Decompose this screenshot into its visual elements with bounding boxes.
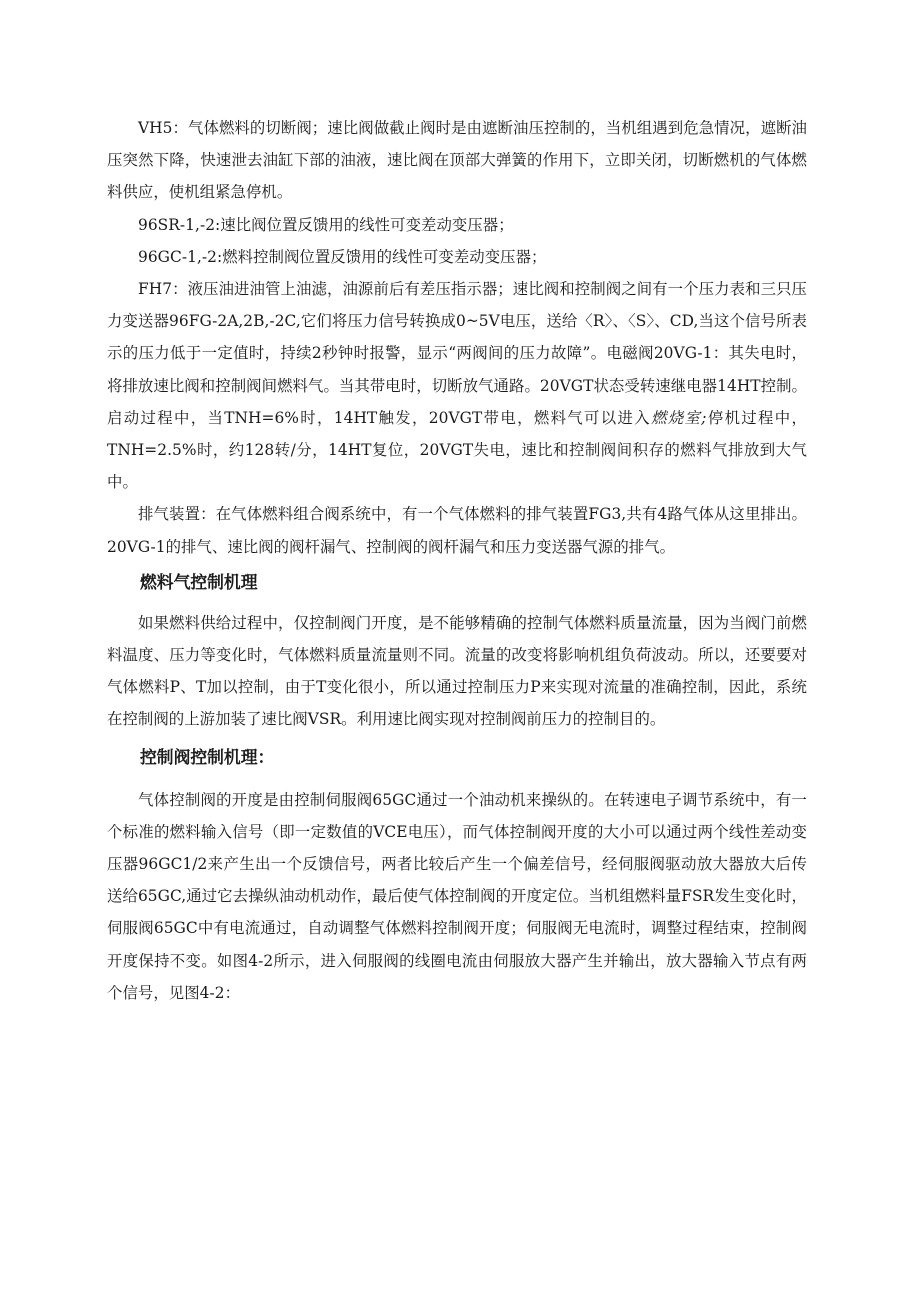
paragraph-fh7 <box>107 273 807 498</box>
paragraph-fuel-gas-control: 如果燃料供给过程中，仅控制阀门开度，是不能够精确的控制气体燃料质量流量，因为当阀门前燃料温度、压力等变化时，气体燃料质量流量则不同。流量的改变将影响机组负荷波动。所以，还要要对气体燃料P、T加以控制，由于T变化很小，所以通过控制压力P来实现对流量的准确控制，因此，系统在控制阀的上游加装了速比阀VSR。利用速比阀实现对控制阀前压力的控制目的。 <box>107 613 807 729</box>
fh7-text-part1: FH7：液压油进油管上油滤，油源前后有差压指示器；速比阀和控制阀之间有一个压力表和三只压力变送器96FG-2A,2B,-2C,它们将压力信号转换成0~5V电压，送给〈R〉、〈S〉、CD,当这个信号所表示的压力低于一定值时，持续2秒钟时报警，显示“两阀间的压力故障”。电磁阀20VG-1：其失电时，将排放速比阀和控制阀间燃料气。当其带电时，切断放气通路。20VGT状态受转速继电器14HT控制。启动过程中，当TNH=6%时，14HT触发，20VGT带电，燃料气可以进入 <box>107 280 807 427</box>
section-title-control-valve: 控制阀控制机理： <box>140 746 275 767</box>
paragraph-control-valve: 气体控制阀的开度是由控制伺服阀65GC通过一个油动机来操纵的。在转速电子调节系统中，有一个标准的燃料输入信号（即一定数值的VCE电压），而气体控制阀开度的大小可以通过两个线性差动变压器96GC1/2来产生出一个反馈信号，两者比较后产生一个偏差信号，经伺服阀驱动放大器放大后传送给65GC,通过它去操纵油动机动作，最后使气体控制阀的开度定位。当机组燃料量FSR发生变化时，伺服阀65GC中有电流通过，自动调整气体燃料控制阀开度；伺服阀无电流时，调整过程结束，控制阀开度保持不变。如图4-2所示，进入伺服阀的线圈电流由伺服放大器产生并输出，放大器输入节点有两个信号，见图4-2： <box>107 790 807 1002</box>
paragraph-vh5: VH5：气体燃料的切断阀；速比阀做截止阀时是由遮断油压控制的，当机组遇到危急情况，遮断油压突然下降，快速泄去油缸下部的油液，速比阀在顶部大弹簧的作用下，立即关闭，切断燃机的气体燃料供应，使机组紧急停机。 <box>107 119 807 202</box>
paragraph-exhaust: 排气装置：在气体燃料组合阀系统中，有一个气体燃料的排气装置FG3,共有4路气体从这里排出。20VG-1的排气、速比阀的阀杆漏气、控制阀的阀杆漏气和压力变送器气源的排气。 <box>107 505 807 556</box>
paragraph-96sr: 96SR-1,-2:速比阀位置反馈用的线性可变差动变压器； <box>138 215 514 234</box>
fh7-italic-text: 燃烧室; <box>651 408 707 427</box>
section-title-fuel-gas-control: 燃料气控制机理 <box>140 571 258 592</box>
paragraph-96gc: 96GC-1,-2:燃料控制阀位置反馈用的线性可变差动变压器； <box>138 247 547 266</box>
document-page <box>107 112 807 1009</box>
fh7-text-part2: 停机过程中，TNH=2.5%时，约128转/分，14HT复位，20VGT失电，速比和控制阀间积存的燃料气排放到大气中。 <box>107 408 807 492</box>
